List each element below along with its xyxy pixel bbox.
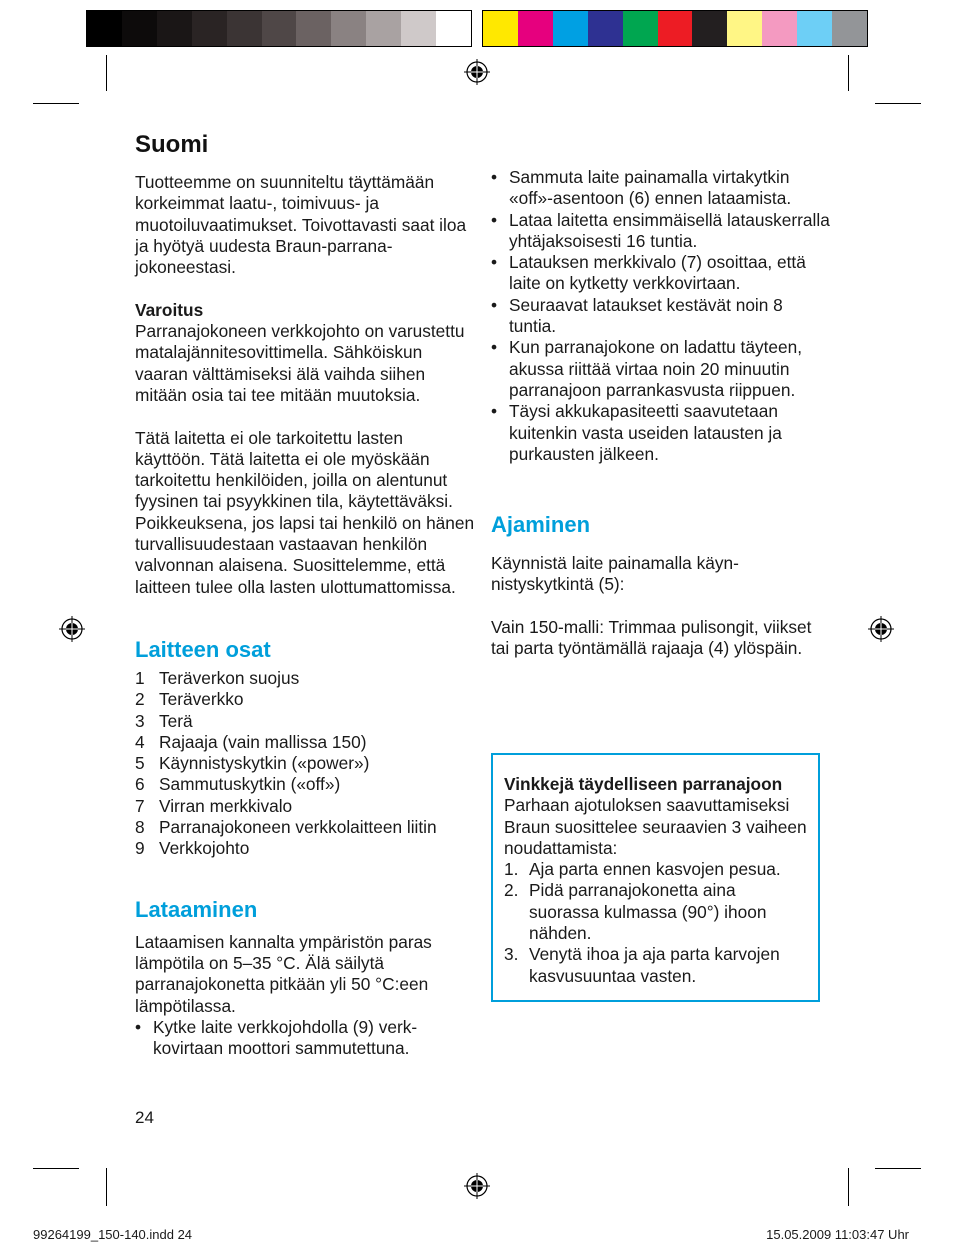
part-label: Rajaaja (vain mallissa 150) (159, 731, 367, 752)
parts-list-item (135, 774, 475, 795)
gray-swatch (296, 11, 331, 46)
bullet-item (491, 210, 831, 253)
crop-mark (875, 103, 921, 104)
bullet-text: Sammuta laite painamalla virtakytkin «off»-asentoon (6) ennen lataamista. (509, 167, 792, 209)
children-paragraph: Tätä laitetta ei ole tarkoitettu lasten käyttöön. Tätä laitetta ei ole myöskään tarkoitettu henkilöiden, joilla on alentunut fyysinen tai psyykkinen tila, käytettäväksi. Poikkeuksena, jos lapsi tai henkilö on hänen turvallisuudestaan vastaavan henkilön valvonnan alaisena. Suosittelemme, että laitteen tulee olla lasten ulottumattomissa. (135, 427, 475, 597)
part-label: Teräverkon suojus (159, 667, 300, 688)
color-swatch (553, 11, 588, 46)
part-number: 6 (135, 774, 145, 795)
part-number: 9 (135, 838, 145, 859)
bullet-text: Kytke laite verkkojohdolla (9) verkkovirtaan moottori sammutettuna. (153, 1016, 418, 1059)
footer-file: 99264199_150-140.indd 24 (33, 1227, 193, 1242)
tip-number: 2. (504, 880, 519, 901)
registration-mark-icon (463, 1172, 491, 1200)
registration-mark-icon (58, 615, 86, 643)
left-column (135, 130, 475, 1059)
tips-list-item (504, 880, 808, 944)
bullet-text: Lataa laitetta ensimmäisellä latauskerralla yhtäjaksoisesti 16 tuntia. (509, 209, 830, 251)
bullet-item (491, 337, 831, 401)
bullet-item (491, 167, 831, 210)
process-color-bar (482, 10, 868, 47)
parts-list-item (135, 817, 475, 838)
gray-swatch (331, 11, 366, 46)
bullet-text: Kun parranajokone on ladattu täyteen, akussa riittää virtaa noin 20 minuutin parranajoon parrankasvusta riippuen. (509, 337, 803, 400)
gray-swatch (192, 11, 227, 46)
right-column (491, 167, 831, 660)
grayscale-color-bar (86, 10, 472, 47)
tip-number: 1. (504, 859, 519, 880)
part-label: Virran merkkivalo (159, 795, 293, 816)
parts-list-item (135, 732, 475, 753)
tip-text: Aja parta ennen kasvojen pesua. (529, 859, 781, 880)
gray-swatch (87, 11, 122, 46)
part-label: Verkkojohto (159, 838, 250, 859)
gray-swatch (227, 11, 262, 46)
charging-heading: Lataaminen (135, 896, 258, 922)
tip-text: Pidä parranajokonetta aina suorassa kulmassa (90°) ihoon nähden. (529, 880, 767, 944)
charging-paragraph: Lataamisen kannalta ympäristön paras lämpötila on 5–35 °C. Älä säilytä parranajokonetta pitkään yli 50 °C:een lämpötilassa. (135, 931, 432, 1016)
shaving-heading: Ajaminen (491, 512, 591, 538)
bullet-text: Täysi akkukapasiteetti saavutetaan kuitenkin vasta useiden latausten ja purkausten jälkeen. (509, 401, 782, 464)
bullet-item (135, 1017, 475, 1060)
crop-mark (33, 1168, 79, 1169)
part-number: 7 (135, 795, 145, 816)
parts-list-item (135, 711, 475, 732)
color-swatch (832, 11, 867, 46)
charging-bullets-left (135, 1017, 475, 1060)
bullet-icon: • (491, 209, 498, 230)
parts-list-item (135, 838, 475, 859)
color-swatch (692, 11, 727, 46)
crop-mark (106, 55, 107, 91)
crop-mark (875, 1168, 921, 1169)
tips-list-item (504, 859, 808, 880)
crop-mark (106, 1168, 107, 1206)
part-number: 4 (135, 731, 145, 752)
part-label: Teräverkko (159, 689, 244, 710)
parts-heading: Laitteen osat (135, 636, 271, 662)
gray-swatch (157, 11, 192, 46)
bullet-icon: • (491, 294, 498, 315)
warning-heading: Varoitus (135, 299, 204, 320)
tips-list (504, 859, 808, 987)
bullet-icon: • (491, 167, 498, 187)
part-label: Sammutuskytkin («off») (159, 774, 341, 795)
bullet-item (491, 252, 831, 295)
color-swatch (588, 11, 623, 46)
shaving-paragraph-2: Vain 150-malli: Trimmaa pulisongit, viikset tai parta työntämällä rajaaja (4) ylöspäin. (491, 617, 812, 659)
color-swatch (727, 11, 762, 46)
color-swatch (762, 11, 797, 46)
footer-timestamp: 15.05.2009 11:03:47 Uhr (766, 1227, 909, 1242)
page-title: Suomi (135, 131, 209, 158)
tips-box (491, 753, 820, 1002)
part-number: 5 (135, 753, 145, 774)
gray-swatch (436, 11, 471, 46)
bullet-icon: • (491, 401, 498, 422)
tips-intro: Parhaan ajotuloksen saavuttamiseksi Braun suosittelee seuraavien 3 vaiheen noudattamista: (504, 795, 807, 858)
bullet-icon: • (135, 1016, 142, 1037)
parts-list-item (135, 689, 475, 710)
registration-mark-icon (867, 615, 895, 643)
part-label: Terä (159, 710, 193, 731)
part-number: 8 (135, 817, 145, 838)
intro-paragraph: Tuotteemme on suunniteltu täyttämään korkeimmat laatu-, toimivuus- ja muotoiluvaatimukset. Toivottavasti saat iloa ja hyötyä uudesta Braun-parranajokoneestasi. (135, 172, 467, 278)
page-number: 24 (135, 1108, 154, 1127)
shaving-paragraph-1: Käynnistä laite painamalla käynnistyskytkintä (5): (491, 553, 739, 595)
gray-swatch (262, 11, 297, 46)
bullet-item (491, 295, 831, 338)
part-number: 2 (135, 689, 145, 710)
color-swatch (518, 11, 553, 46)
gray-swatch (366, 11, 401, 46)
color-swatch (797, 11, 832, 46)
parts-list-item (135, 796, 475, 817)
crop-mark (848, 55, 849, 91)
tips-heading: Vinkkejä täydelliseen parranajoon (504, 774, 783, 794)
parts-list (135, 668, 475, 860)
color-swatch (483, 11, 518, 46)
color-swatch (658, 11, 693, 46)
tip-text: Venytä ihoa ja aja parta karvojen kasvusuuntaa vasten. (529, 944, 780, 986)
part-number: 3 (135, 710, 145, 731)
bullet-icon: • (491, 337, 498, 358)
gray-swatch (401, 11, 436, 46)
parts-list-item (135, 753, 475, 774)
part-label: Parranajokoneen verkkolaitteen liitin (159, 817, 437, 838)
bullet-item (491, 401, 831, 465)
registration-mark-icon (463, 58, 491, 86)
color-swatch (623, 11, 658, 46)
crop-mark (33, 103, 79, 104)
tips-list-item (504, 944, 808, 987)
bullet-text: Latauksen merkkivalo (7) osoittaa, että laite on kytketty verkkovirtaan. (509, 252, 806, 294)
crop-mark (848, 1168, 849, 1206)
tip-number: 3. (504, 944, 519, 965)
gray-swatch (122, 11, 157, 46)
parts-list-item (135, 668, 475, 689)
bullet-icon: • (491, 252, 498, 273)
charging-bullets-right (491, 167, 831, 465)
warning-paragraph: Parranajokoneen verkkojohto on varustettu matalajännitesovittimella. Sähköiskun vaaran välttämiseksi älä vaihda siihen mitään osia tai tee mitään muutoksia. (135, 321, 465, 405)
part-label: Käynnistyskytkin («power») (159, 753, 370, 774)
part-number: 1 (135, 667, 145, 688)
bullet-text: Seuraavat lataukset kestävät noin 8 tuntia. (509, 294, 783, 337)
